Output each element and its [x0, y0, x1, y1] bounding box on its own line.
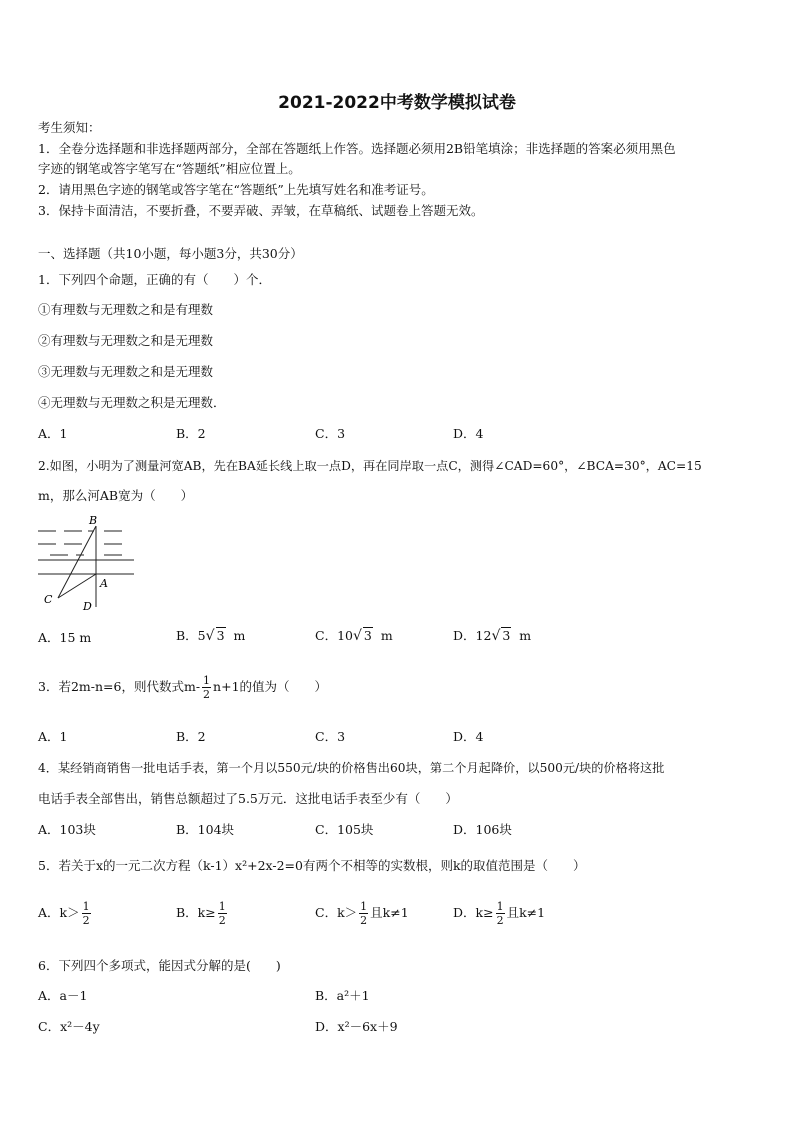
- q4-option-d: D．106块: [453, 822, 512, 837]
- q4-stem-line2: 电话手表全部售出，销售总额超过了5.5万元．这批电话手表至少有（ ）: [38, 791, 458, 806]
- q2-stem-line2: m，那么河AB宽为（ ）: [38, 488, 194, 503]
- figure-label-d: D: [83, 600, 92, 613]
- notice-item-1: 1．全卷分选择题和非选择题两部分，全部在答题纸上作答。选择题必须用2B铅笔填涂；非选择题的答案必须用黑色: [38, 141, 676, 156]
- q1-stem: 1．下列四个命题，正确的有（ ）个．: [38, 272, 271, 287]
- q1-option-c: C．3: [315, 426, 346, 441]
- q2-option-c: C．10√ 3 m: [315, 628, 393, 644]
- q4-option-a: A．103块: [38, 822, 96, 837]
- q3-option-a: A．1: [38, 729, 68, 744]
- q1-prop-1: ①有理数与无理数之和是有理数: [38, 302, 214, 317]
- q1-prop-3: ③无理数与无理数之和是无理数: [38, 364, 214, 379]
- q2-option-b: B．5√ 3 m: [176, 628, 246, 644]
- q1-prop-2: ②有理数与无理数之和是无理数: [38, 333, 214, 348]
- q4-stem-line1: 4．某经销商销售一批电话手表，第一个月以550元/块的价格售出60块，第二个月起降价，以500元/块的价格将这批: [38, 761, 665, 775]
- q5-option-b: B．k≥ $\frac{1}{2}$: [176, 900, 226, 927]
- figure-label-a: A: [100, 577, 108, 590]
- notice-item-3: 3．保持卡面清洁，不要折叠，不要弄破、弄皱，在草稿纸、试题卷上答题无效。: [38, 203, 484, 218]
- notice-item-1-cont: 字迹的钢笔或答字笔写在“答题纸”相应位置上。: [38, 161, 301, 176]
- q1-prop-4: ④无理数与无理数之积是无理数．: [38, 395, 226, 410]
- q2-stem-line1: 2.如图，小明为了测量河宽AB，先在BA延长线上取一点D，再在同岸取一点C，测得∠CAD=60°，∠BCA=30°，AC=15: [38, 459, 702, 473]
- q1-option-d: D．4: [453, 426, 484, 441]
- q6-stem: 6．下列四个多项式，能因式分解的是( ): [38, 958, 281, 973]
- q4-option-b: B．104块: [176, 822, 235, 837]
- q6-option-b: B．a²＋1: [315, 988, 370, 1003]
- q5-option-a: A．k＞ $\frac{1}{2}$: [38, 900, 90, 927]
- q3-option-b: B．2: [176, 729, 206, 744]
- q1-option-a: A．1: [38, 426, 68, 441]
- q2-option-d: D．12√ 3 m: [453, 628, 532, 644]
- figure-label-b: B: [89, 514, 98, 527]
- q3-option-d: D．4: [453, 729, 484, 744]
- q3-stem: 3．若2m-n=6，则代数式m- $\frac{1}{2}$ n+1的值为（ ）: [38, 674, 328, 701]
- q5-option-d: D．k≥ $\frac{1}{2}$ 且k≠1: [453, 900, 546, 927]
- section-heading: 一、选择题（共10小题，每小题3分，共30分）: [38, 246, 303, 261]
- river-figure: [36, 513, 136, 613]
- notice-heading: 考生须知：: [38, 120, 101, 135]
- q4-option-c: C．105块: [315, 822, 374, 837]
- q6-option-c: C．x²－4y: [38, 1019, 100, 1034]
- q5-option-c: C．k＞ $\frac{1}{2}$ 且k≠1: [315, 900, 409, 927]
- q2-option-a: A．15 m: [38, 630, 92, 645]
- q3-option-c: C．3: [315, 729, 346, 744]
- q6-option-a: A．a－1: [38, 988, 88, 1003]
- q5-stem: 5．若关于x的一元二次方程（k-1）x²+2x-2=0有两个不相等的实数根，则k的取值范围是（ ）: [38, 858, 586, 873]
- q6-option-d: D．x²－6x＋9: [315, 1019, 398, 1034]
- q1-option-b: B．2: [176, 426, 206, 441]
- notice-item-2: 2．请用黑色字迹的钢笔或答字笔在“答题纸”上先填写姓名和准考证号。: [38, 182, 434, 197]
- figure-label-c: C: [44, 593, 53, 606]
- page-title: 2021-2022中考数学模拟试卷: [278, 93, 516, 113]
